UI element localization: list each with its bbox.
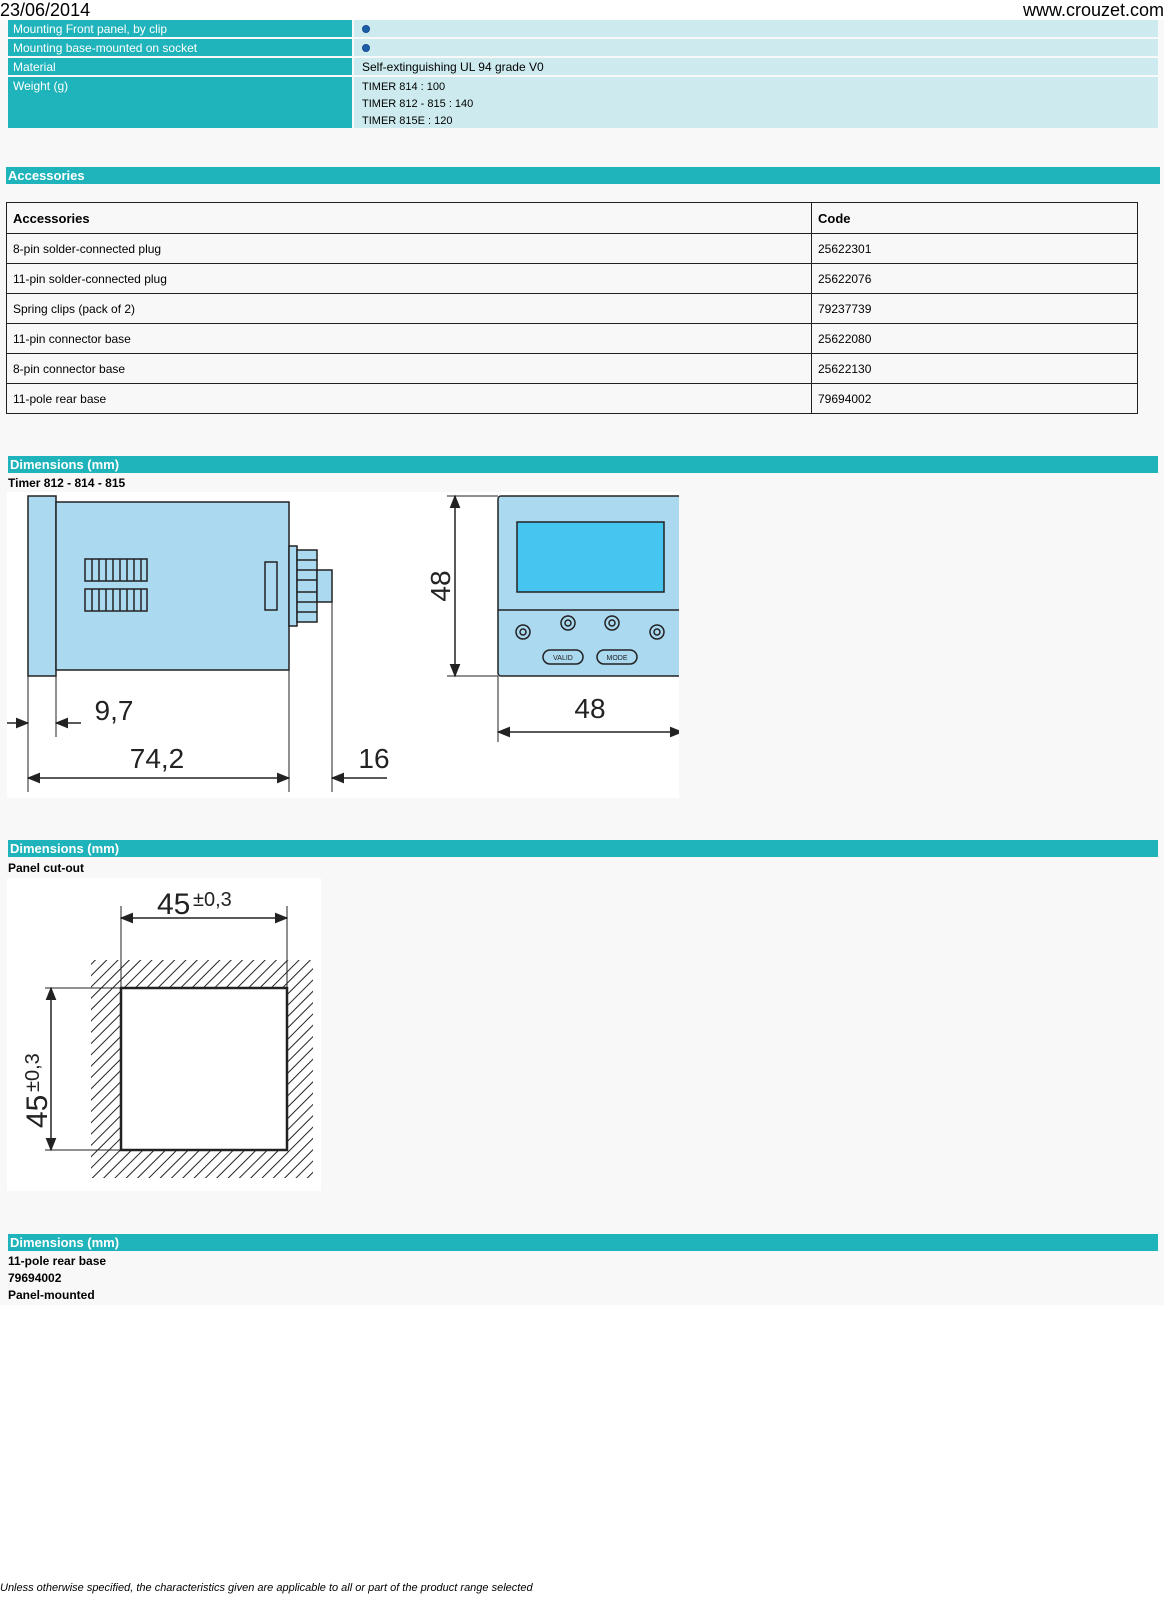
weight-line: TIMER 815E : 120 — [362, 115, 453, 127]
spec-value — [354, 77, 1158, 128]
dim-label: 48 — [574, 693, 606, 724]
spec-label: Weight (g) — [8, 77, 352, 128]
dim-label: 74,2 — [129, 743, 185, 774]
column-header: Accessories — [7, 203, 812, 234]
accessory-code: 25622301 — [812, 234, 1138, 264]
spec-label: Material — [8, 58, 352, 75]
table-row — [7, 294, 1138, 324]
spec-row — [8, 39, 1158, 56]
timer-dimension-drawing — [7, 492, 679, 798]
accessory-name: 11-pole rear base — [7, 384, 812, 414]
section-dimensions: Dimensions (mm) — [8, 840, 1158, 857]
spec-row — [8, 77, 1158, 128]
bullet-icon — [362, 25, 370, 33]
figure-caption: Panel cut-out — [8, 861, 85, 875]
spec-label: Mounting base-mounted on socket — [8, 39, 352, 56]
spec-table — [8, 20, 1158, 130]
table-row — [7, 234, 1138, 264]
cutout-square — [121, 988, 287, 1150]
dim-label: 16 — [358, 743, 390, 774]
spec-value — [354, 20, 1158, 37]
column-header: Code — [812, 203, 1138, 234]
section-accessories: Accessories — [6, 167, 1160, 184]
section-dimensions: Dimensions (mm) — [8, 1234, 1158, 1251]
spec-row — [8, 58, 1158, 75]
mounting-note: Panel-mounted — [8, 1288, 95, 1302]
spec-value — [354, 39, 1158, 56]
table-row — [7, 384, 1138, 414]
front-view — [498, 496, 679, 676]
figure-caption: Timer 812 - 814 - 815 — [8, 476, 126, 490]
weight-line: TIMER 814 : 100 — [362, 81, 446, 93]
accessory-code: 25622080 — [812, 324, 1138, 354]
footer-disclaimer: Unless otherwise specified, the characteristics given are applicable to all or part of the product range selected — [0, 1582, 533, 1594]
accessory-name: 8-pin solder-connected plug — [7, 234, 812, 264]
spec-row — [8, 20, 1158, 37]
spec-value: Self-extinguishing UL 94 grade V0 — [354, 58, 1158, 75]
accessory-code: 25622076 — [812, 264, 1138, 294]
dim-label: 9,7 — [94, 695, 134, 726]
weight-line: TIMER 812 - 815 : 140 — [362, 98, 474, 110]
accessory-name: 11-pin connector base — [7, 324, 812, 354]
part-code: 79694002 — [8, 1271, 62, 1285]
dim-tolerance: ±0,3 — [193, 889, 232, 911]
site-url: www.crouzet.com — [1022, 0, 1164, 20]
section-dimensions: Dimensions (mm) — [8, 456, 1158, 473]
accessory-code: 25622130 — [812, 354, 1138, 384]
table-row — [7, 264, 1138, 294]
dim-label: 45 — [21, 1094, 54, 1128]
print-date: 23/06/2014 — [0, 0, 91, 20]
accessory-code: 79237739 — [812, 294, 1138, 324]
table-row — [7, 324, 1138, 354]
spec-label: Mounting Front panel, by clip — [8, 20, 352, 37]
dim-label: 48 — [425, 570, 456, 602]
accessories-table — [6, 202, 1138, 414]
button-label: MODE — [606, 655, 628, 662]
page-header — [0, 0, 1164, 20]
accessory-name: 11-pin solder-connected plug — [7, 264, 812, 294]
accessory-name: Spring clips (pack of 2) — [7, 294, 812, 324]
side-view — [28, 496, 332, 676]
bullet-icon — [362, 44, 370, 52]
accessory-name: 8-pin connector base — [7, 354, 812, 384]
table-header-row — [7, 203, 1138, 234]
dim-tolerance: ±0,3 — [22, 1053, 44, 1092]
figure-caption: 11-pole rear base — [8, 1254, 107, 1268]
dim-label: 45 — [157, 888, 191, 921]
panel-cutout-drawing — [7, 878, 321, 1191]
button-label: VALID — [553, 655, 573, 662]
table-row — [7, 354, 1138, 384]
accessory-code: 79694002 — [812, 384, 1138, 414]
